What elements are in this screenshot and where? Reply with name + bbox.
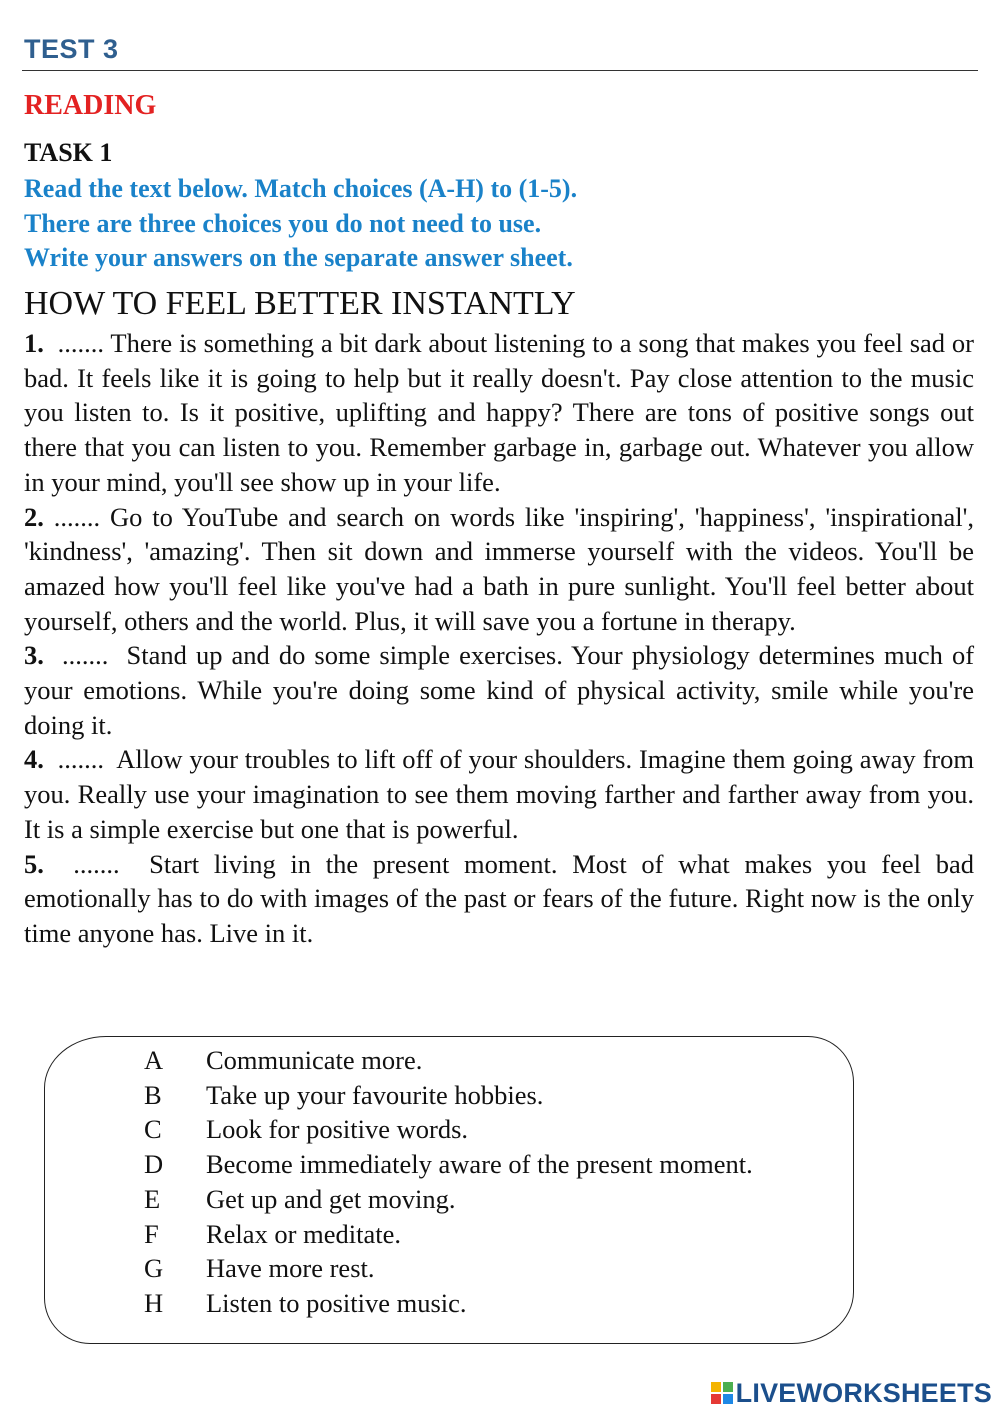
option-item — [144, 1043, 753, 1078]
option-text: Have more rest. — [206, 1253, 375, 1284]
option-letter: H — [144, 1287, 164, 1318]
logo-square — [723, 1394, 733, 1404]
logo-square — [723, 1382, 733, 1392]
passage — [24, 326, 974, 951]
paragraph-number: 2. — [24, 501, 44, 532]
task-heading: TASK 1 — [24, 138, 113, 167]
paragraph-number: 5. — [24, 848, 44, 879]
passage-paragraph — [24, 500, 974, 639]
option-item — [144, 1286, 753, 1321]
option-letter: B — [144, 1079, 162, 1110]
instruction-line: Read the text below. Match choices (A-H) to (1-5). — [24, 174, 578, 203]
option-letter: E — [144, 1183, 161, 1214]
passage-paragraph — [24, 847, 974, 951]
paragraph-number: 4. — [24, 744, 44, 775]
option-item — [144, 1147, 753, 1182]
option-text: Look for positive words. — [206, 1114, 469, 1145]
answer-blank: ....... — [62, 640, 109, 671]
answer-blank: ....... — [73, 848, 120, 879]
paragraph-text: There is something a bit dark about listening to a song that makes you feel sad or bad. It feels like it is going to help but it really doesn't. Pay close attention to the music you listen to. Is it positive, uplifting and happy? There are tons of positive songs out there that you can listen to you. Remember garbage in, garbage out. Whatever you allow in your mind, you'll see show up in your life. — [24, 328, 974, 497]
option-item — [144, 1112, 753, 1147]
answer-blank: ....... — [53, 501, 101, 532]
passage-paragraph — [24, 326, 974, 500]
option-item — [144, 1251, 753, 1286]
answer-blank: ....... — [57, 328, 104, 358]
option-item — [144, 1182, 753, 1217]
section-heading: READING — [24, 90, 157, 121]
option-letter: D — [144, 1149, 164, 1180]
passage-paragraph — [24, 742, 974, 846]
paragraph-number: 3. — [24, 640, 44, 671]
option-text: Communicate more. — [206, 1045, 423, 1075]
paragraph-text: Stand up and do some simple exercises. Your physiology determines much of your emotions. While you're doing some kind of physical activity, smile while you're doing it. — [24, 640, 975, 740]
options-list — [144, 1043, 753, 1321]
test-title: TEST 3 — [24, 34, 119, 64]
option-text: Take up your favourite hobbies. — [206, 1079, 544, 1110]
logo-square — [711, 1382, 721, 1392]
instructions — [24, 172, 984, 276]
option-letter: A — [144, 1045, 164, 1075]
option-text: Get up and get moving. — [206, 1183, 456, 1214]
header-divider — [22, 70, 978, 71]
answer-blank: ....... — [57, 744, 104, 775]
liveworksheets-logo-icon — [711, 1382, 733, 1404]
passage-title: HOW TO FEEL BETTER INSTANTLY — [24, 285, 576, 322]
option-letter: F — [144, 1218, 159, 1249]
option-item — [144, 1078, 753, 1113]
option-letter: G — [144, 1253, 164, 1284]
paragraph-text: Go to YouTube and search on words like 'inspiring', 'happiness', 'inspirational', 'kindness', 'amazing'. Then sit down and immerse yourself with the videos. You'll be amazed how you'll feel like you've had a bath in pure sunlight. You'll feel better about yourself, others and the world. Plus, it will save you a fortune in therapy. — [24, 501, 975, 636]
option-text: Become immediately aware of the present moment. — [206, 1149, 753, 1180]
paragraph-number: 1. — [24, 328, 44, 358]
option-text: Relax or meditate. — [206, 1218, 401, 1249]
passage-paragraph — [24, 638, 974, 742]
option-text: Listen to positive music. — [206, 1287, 467, 1318]
option-letter: C — [144, 1114, 162, 1145]
logo-square — [711, 1394, 721, 1404]
paragraph-text: Allow your troubles to lift off of your shoulders. Imagine them going away from you. Really use your imagination to see them moving farther and farther away from you. It is a simple exercise but one that is powerful. — [24, 744, 974, 844]
paragraph-text: Start living in the present moment. Most of what makes you feel bad emotionally has to do with images of the past or fears of the future. Right now is the only time anyone has. Live in it. — [24, 848, 974, 948]
instruction-line: There are three choices you do not need to use. — [24, 208, 542, 238]
logo-text: LIVEWORKSHEETS — [735, 1377, 992, 1408]
liveworksheets-logo[interactable] — [711, 1379, 992, 1407]
instruction-line: Write your answers on the separate answer sheet. — [24, 243, 573, 272]
option-item — [144, 1217, 753, 1252]
